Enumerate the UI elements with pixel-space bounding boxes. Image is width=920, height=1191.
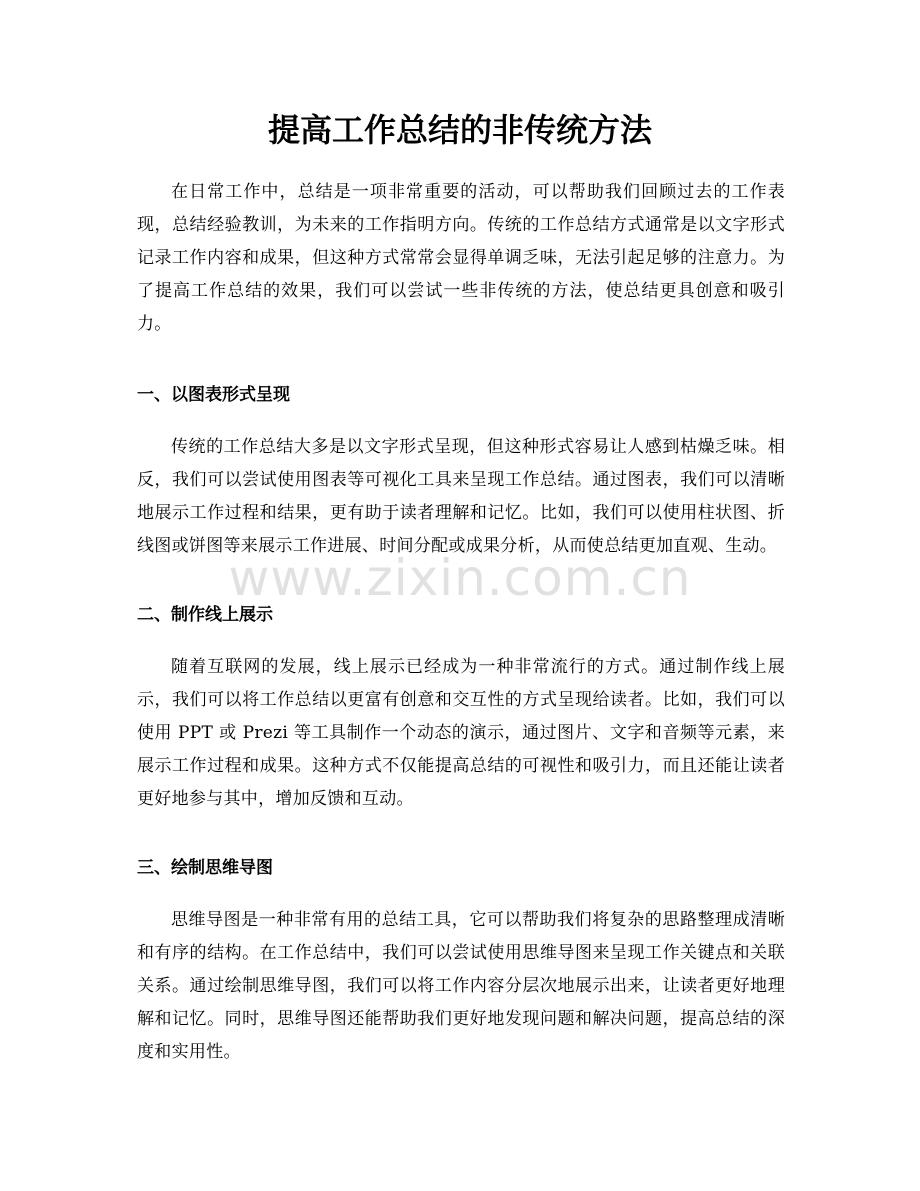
section-paragraph-online: 随着互联网的发展，线上展示已经成为一种非常流行的方式。通过制作线上展示，我们可以将工作总结以更富有创意和交互性的方式呈现给读者。比如，我们可以使用 PPT 或 Prezi 等工具制作一个动态的演示，通过图片、文字和音频等元素，来展示工作过程和成果。这种方式不仅能提高总结的可视性和吸引力，而且还能让读者更好地参与其中，增加反馈和互动。 — [137, 657, 785, 809]
section-heading-mindmap: 三、绘制思维导图 — [137, 858, 273, 878]
document-title: 提高工作总结的非传统方法 — [267, 111, 652, 149]
section-heading-charts: 一、以图表形式呈现 — [137, 385, 290, 405]
section-heading-online: 二、制作线上展示 — [137, 605, 273, 625]
section-paragraph-mindmap: 思维导图是一种非常有用的总结工具，它可以帮助我们将复杂的思路整理成清晰和有序的结构。在工作总结中，我们可以尝试使用思维导图来呈现工作关键点和关联关系。通过绘制思维导图，我们可以将工作内容分层次地展示出来，让读者更好地理解和记忆。同时，思维导图还能帮助我们更好地发现问题和解决问题，提高总结的深度和实用性。 — [137, 910, 785, 1062]
section-paragraph-charts: 传统的工作总结大多是以文字形式呈现，但这种形式容易让人感到枯燥乏味。相反，我们可以尝试使用图表等可视化工具来呈现工作总结。通过图表，我们可以清晰地展示工作过程和结果，更有助于读者理解和记忆。比如，我们可以使用柱状图、折线图或饼图等来展示工作进展、时间分配或成果分析，从而使总结更加直观、生动。 — [137, 437, 785, 556]
intro-paragraph: 在日常工作中，总结是一项非常重要的活动，可以帮助我们回顾过去的工作表现，总结经验教训，为未来的工作指明方向。传统的工作总结方式通常是以文字形式记录工作内容和成果，但这种方式常常会显得单调乏味，无法引起足够的注意力。为了提高工作总结的效果，我们可以尝试一些非传统的方法，使总结更具创意和吸引力。 — [137, 182, 785, 334]
watermark: www.zixin.com.cn — [228, 549, 692, 607]
document-body — [137, 176, 785, 1069]
